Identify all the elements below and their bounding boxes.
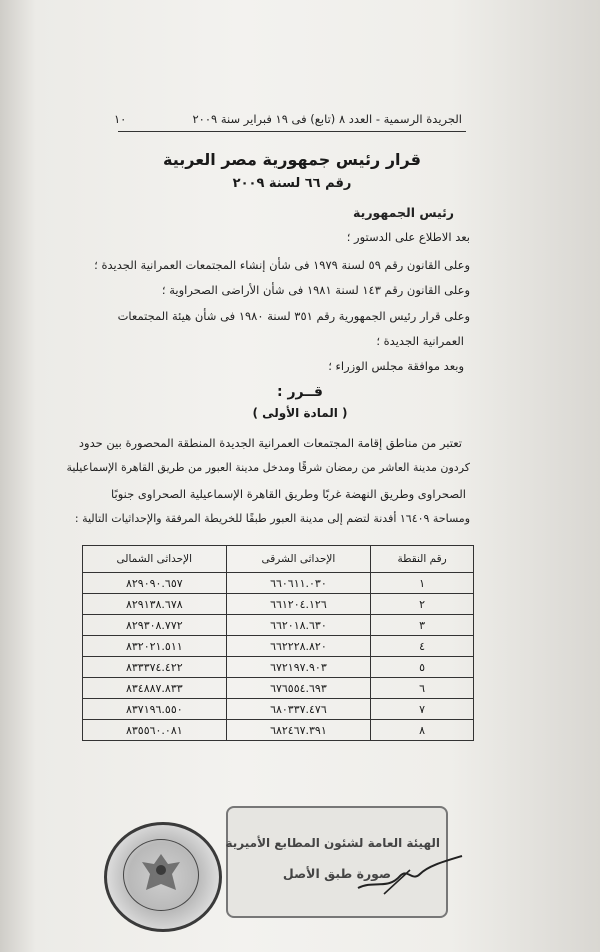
table-header-row	[83, 546, 474, 573]
preamble-line-1: بعد الاطلاع على الدستور ؛	[346, 230, 470, 244]
cell-point: ٢	[371, 594, 474, 615]
cell-north: ٨٢٩٣٠٨.٧٧٢	[83, 615, 227, 636]
preamble-line-5: العمرانية الجديدة ؛	[376, 334, 464, 348]
article-line-2: كردون مدينة العاشر من رمضان شرقًا ومدخل مدينة العبور من طريق القاهرة الإسماعيلية	[66, 461, 470, 474]
article-heading: ( المادة الأولى )	[252, 406, 348, 420]
cell-east: ٦٨٠٣٣٧.٤٧٦	[226, 699, 371, 720]
decree-title: قرار رئيس جمهورية مصر العربية	[163, 150, 421, 169]
header-rule	[118, 131, 466, 132]
cell-north: ٨٣٥٥٦٠.٠٨١	[83, 720, 227, 741]
header-east: الإحداثى الشرقى	[226, 546, 371, 573]
cell-north: ٨٢٩١٣٨.٦٧٨	[83, 594, 227, 615]
article-line-4: ومساحة ١٦٤٠٩ أفدنة لتضم إلى مدينة العبور طبقًا للخريطة المرفقة والإحداثيات التالية :	[74, 512, 470, 525]
table-row	[83, 678, 474, 699]
cell-point: ١	[371, 573, 474, 594]
cell-point: ٤	[371, 636, 474, 657]
cell-point: ٨	[371, 720, 474, 741]
running-head-text: الجريدة الرسمية - العدد ٨ (تابع) فى ١٩ فبراير سنة ٢٠٠٩	[192, 112, 462, 126]
stamp-authority: الهيئة العامة لشئون المطابع الأميرية	[225, 836, 440, 850]
cell-north: ٨٢٩٠٩٠.٦٥٧	[83, 573, 227, 594]
cell-east: ٦٦٢٠١٨.٦٣٠	[226, 615, 371, 636]
cell-north: ٨٣٣٣٧٤.٤٢٢	[83, 657, 227, 678]
stamp-certification: صورة طبق الأصل	[282, 866, 392, 881]
cell-point: ٥	[371, 657, 474, 678]
table-row	[83, 657, 474, 678]
header-north: الإحداثى الشمالى	[83, 546, 227, 573]
cell-north: ٨٣٤٨٨٧.٨٣٣	[83, 678, 227, 699]
signature-icon	[354, 850, 466, 900]
article-line-1: تعتبر من مناطق إقامة المجتمعات العمرانية الجديدة المنطقة المحصورة بين حدود	[78, 436, 462, 450]
president-heading: رئيس الجمهورية	[353, 205, 454, 220]
cell-east: ٦٦٢٢٢٨.٨٢٠	[226, 636, 371, 657]
cell-east: ٦٨٢٤٦٧.٣٩١	[226, 720, 371, 741]
cell-east: ٦٦١٢٠٤.١٢٦	[226, 594, 371, 615]
cell-point: ٦	[371, 678, 474, 699]
table-row	[83, 636, 474, 657]
running-header	[114, 112, 462, 126]
cell-point: ٣	[371, 615, 474, 636]
cell-east: ٦٧٦٥٥٤.٦٩٣	[226, 678, 371, 699]
table-row	[83, 573, 474, 594]
preamble-line-3: وعلى القانون رقم ١٤٣ لسنة ١٩٨١ فى شأن الأراضى الصحراوية ؛	[161, 283, 470, 297]
cell-east: ٦٧٢١٩٧.٩٠٣	[226, 657, 371, 678]
page-number: ١٠	[114, 112, 127, 126]
preamble-line-4: وعلى قرار رئيس الجمهورية رقم ٣٥١ لسنة ١٩٨٠ فى شأن هيئة المجتمعات	[117, 309, 470, 323]
eagle-emblem-icon	[124, 840, 198, 910]
table-row	[83, 615, 474, 636]
article-line-3: الصحراوى وطريق النهضة غربًا وطريق القاهرة الإسماعيلية الصحراوى جنوبًا	[111, 487, 466, 501]
cell-north: ٨٣٢٠٢١.٥١١	[83, 636, 227, 657]
coordinates-table	[82, 545, 474, 741]
decree-number: رقم ٦٦ لسنة ٢٠٠٩	[232, 176, 352, 191]
table-row	[83, 699, 474, 720]
preamble-line-6: وبعد موافقة مجلس الوزراء ؛	[328, 359, 464, 373]
cell-east: ٦٦٠٦١١.٠٣٠	[226, 573, 371, 594]
seal-inner-ring	[123, 839, 199, 911]
cell-point: ٧	[371, 699, 474, 720]
decision-heading: قــرر :	[277, 384, 323, 400]
table-row	[83, 720, 474, 741]
official-seal	[104, 822, 222, 932]
preamble-line-2: وعلى القانون رقم ٥٩ لسنة ١٩٧٩ فى شأن إنشاء المجتمعات العمرانية الجديدة ؛	[94, 258, 470, 272]
header-point: رقم النقطة	[371, 546, 474, 573]
table-row	[83, 594, 474, 615]
cell-north: ٨٣٧١٩٦.٥٥٠	[83, 699, 227, 720]
